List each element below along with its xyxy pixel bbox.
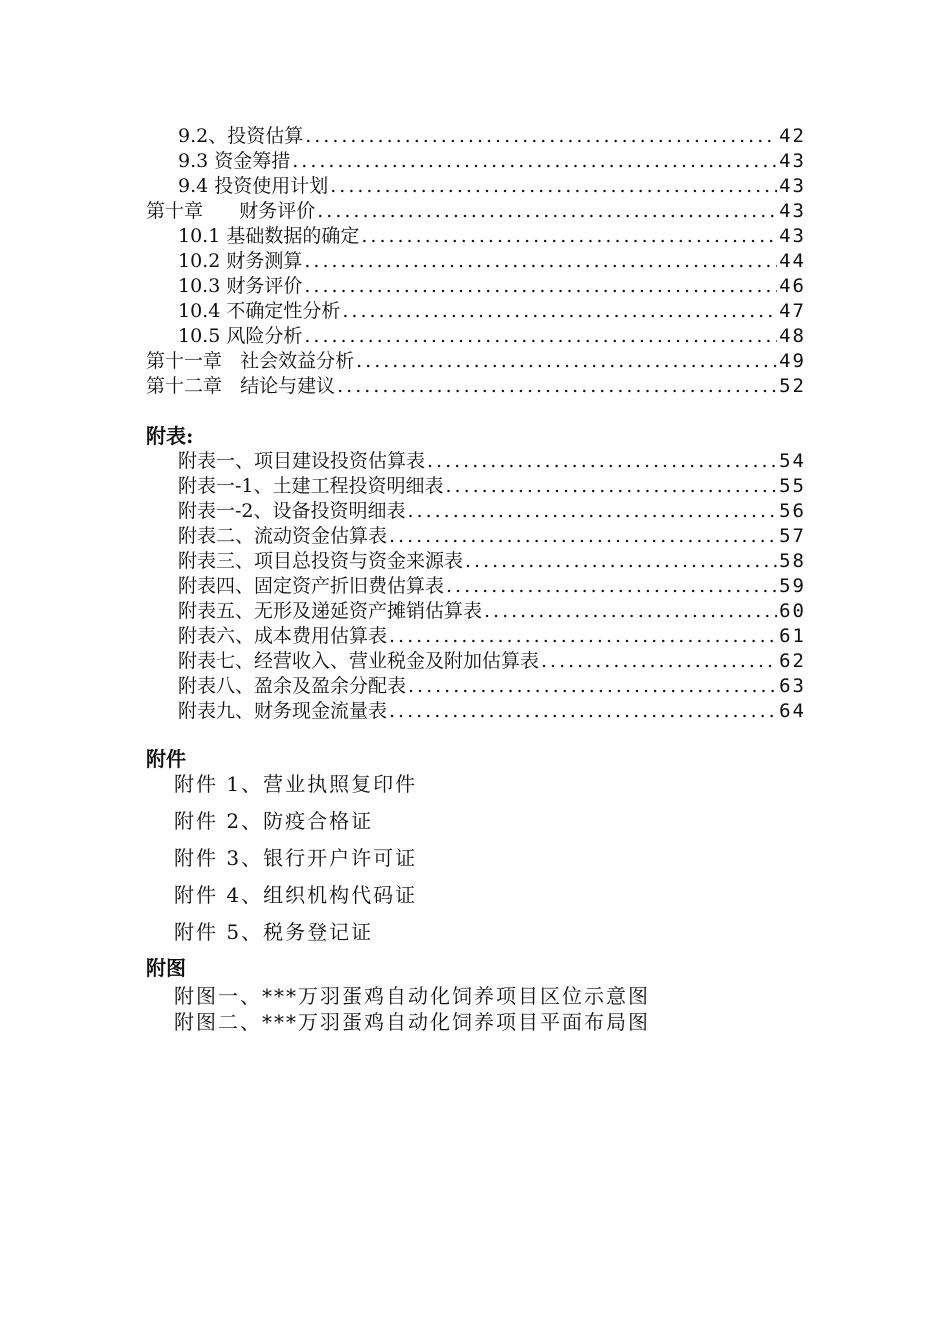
appendix-tables-heading: 附表: xyxy=(146,424,194,448)
toc-entry-page: 47 xyxy=(779,300,806,322)
toc-entry-title: 9.2、投资估算 xyxy=(178,125,304,147)
attachments-list xyxy=(174,766,417,951)
appendix-table-entry[interactable] xyxy=(146,599,806,624)
appendix-table-title: 附表四、固定资产折旧费估算表 xyxy=(178,575,445,597)
toc-entry-page: 49 xyxy=(779,350,806,372)
toc-entry[interactable] xyxy=(146,149,806,174)
toc-entry-page: 43 xyxy=(779,150,806,172)
toc-entry[interactable] xyxy=(146,224,806,249)
appendix-table-entry[interactable] xyxy=(146,574,806,599)
toc-entry[interactable] xyxy=(146,299,806,324)
toc-leader-dots xyxy=(427,449,777,474)
toc-leader-dots xyxy=(389,624,777,649)
toc-chapter-entry[interactable] xyxy=(146,349,806,374)
appendix-table-page: 58 xyxy=(779,550,806,572)
toc-entry-title: 10.4 不确定性分析 xyxy=(178,300,341,322)
appendix-table-page: 64 xyxy=(779,700,806,722)
appendix-table-title: 附表二、流动资金估算表 xyxy=(178,525,388,547)
figure-item[interactable]: 附图二、***万羽蛋鸡自动化饲养项目平面布局图 xyxy=(174,1010,650,1034)
appendix-table-page: 59 xyxy=(779,575,806,597)
appendix-table-title: 附表七、经营收入、营业税金及附加估算表 xyxy=(178,650,540,672)
toc-leader-dots xyxy=(408,674,777,699)
attachment-item[interactable]: 附件 4、组织机构代码证 xyxy=(174,883,418,907)
toc-entry-title: 第十二章 结论与建议 xyxy=(146,375,336,397)
toc-entry-title: 10.5 风险分析 xyxy=(178,325,303,347)
toc-entry-page: 42 xyxy=(779,125,806,147)
toc-leader-dots xyxy=(446,474,778,499)
appendix-table-entry[interactable] xyxy=(146,674,806,699)
figures-heading: 附图 xyxy=(146,956,186,980)
figure-item[interactable]: 附图一、***万羽蛋鸡自动化饲养项目区位示意图 xyxy=(174,984,650,1008)
toc-entry-page: 43 xyxy=(779,175,806,197)
toc-entry-page: 43 xyxy=(779,200,806,222)
appendix-table-title: 附表八、盈余及盈余分配表 xyxy=(178,675,407,697)
appendix-table-page: 55 xyxy=(779,475,806,497)
toc-entry[interactable] xyxy=(146,124,806,149)
toc-entry-page: 43 xyxy=(779,225,806,247)
toc-entry-page: 44 xyxy=(779,250,806,272)
attachment-item[interactable]: 附件 3、银行开户许可证 xyxy=(174,846,418,870)
toc-leader-dots xyxy=(356,349,777,374)
toc-leader-dots xyxy=(337,374,777,399)
toc-entry-title: 10.1 基础数据的确定 xyxy=(178,225,360,247)
toc-leader-dots xyxy=(304,274,777,299)
appendix-table-title: 附表一-2、设备投资明细表 xyxy=(178,500,406,522)
toc-chapter-entry[interactable] xyxy=(146,374,806,399)
toc-leader-dots xyxy=(484,599,777,624)
appendix-table-title: 附表九、财务现金流量表 xyxy=(178,700,388,722)
attachment-item[interactable]: 附件 1、营业执照复印件 xyxy=(174,772,418,796)
appendix-table-title: 附表三、项目总投资与资金来源表 xyxy=(178,550,464,572)
appendix-table-entry[interactable] xyxy=(146,549,806,574)
toc-leader-dots xyxy=(541,649,777,674)
attachments-heading: 附件 xyxy=(146,747,186,771)
appendix-table-title: 附表六、成本费用估算表 xyxy=(178,625,388,647)
appendix-tables-list xyxy=(146,449,806,724)
figures-list xyxy=(174,983,650,1035)
toc-entry[interactable] xyxy=(146,249,806,274)
table-of-contents xyxy=(146,124,806,399)
appendix-table-entry[interactable] xyxy=(146,624,806,649)
toc-leader-dots xyxy=(292,149,777,174)
attachment-item[interactable]: 附件 5、税务登记证 xyxy=(174,920,374,944)
toc-entry-title: 10.2 财务测算 xyxy=(178,250,303,272)
toc-leader-dots xyxy=(446,574,777,599)
toc-entry[interactable] xyxy=(146,324,806,349)
toc-leader-dots xyxy=(389,699,777,724)
toc-entry-page: 48 xyxy=(779,325,806,347)
toc-leader-dots xyxy=(361,224,777,249)
appendix-table-title: 附表一-1、土建工程投资明细表 xyxy=(178,475,444,497)
toc-leader-dots xyxy=(304,249,777,274)
toc-entry-title: 10.3 财务评价 xyxy=(178,275,303,297)
toc-leader-dots xyxy=(305,124,777,149)
toc-leader-dots xyxy=(330,174,777,199)
toc-leader-dots xyxy=(317,199,777,224)
toc-entry-title: 9.4 投资使用计划 xyxy=(178,175,329,197)
toc-leader-dots xyxy=(342,299,777,324)
appendix-table-page: 63 xyxy=(779,675,806,697)
toc-entry-title: 第十一章 社会效益分析 xyxy=(146,350,355,372)
appendix-table-page: 54 xyxy=(779,450,806,472)
toc-entry-page: 46 xyxy=(779,275,806,297)
toc-entry[interactable] xyxy=(146,274,806,299)
attachment-item[interactable]: 附件 2、防疫合格证 xyxy=(174,809,374,833)
appendix-table-entry[interactable] xyxy=(146,649,806,674)
appendix-table-entry[interactable] xyxy=(146,474,806,499)
toc-leader-dots xyxy=(389,524,777,549)
toc-chapter-entry[interactable] xyxy=(146,199,806,224)
toc-entry[interactable] xyxy=(146,174,806,199)
appendix-table-entry[interactable] xyxy=(146,499,806,524)
appendix-table-page: 56 xyxy=(779,500,806,522)
appendix-table-page: 57 xyxy=(779,525,806,547)
appendix-table-entry[interactable] xyxy=(146,699,806,724)
appendix-table-entry[interactable] xyxy=(146,524,806,549)
toc-entry-title: 第十章 财务评价 xyxy=(146,200,316,222)
appendix-table-entry[interactable] xyxy=(146,449,806,474)
appendix-table-page: 62 xyxy=(779,650,806,672)
toc-leader-dots xyxy=(408,499,778,524)
toc-entry-title: 9.3 资金筹措 xyxy=(178,150,291,172)
toc-entry-page: 52 xyxy=(779,375,806,397)
appendix-table-page: 61 xyxy=(779,625,806,647)
toc-leader-dots xyxy=(465,549,777,574)
appendix-table-title: 附表一、项目建设投资估算表 xyxy=(178,450,426,472)
toc-leader-dots xyxy=(304,324,777,349)
appendix-table-page: 60 xyxy=(779,600,806,622)
appendix-table-title: 附表五、无形及递延资产摊销估算表 xyxy=(178,600,483,622)
